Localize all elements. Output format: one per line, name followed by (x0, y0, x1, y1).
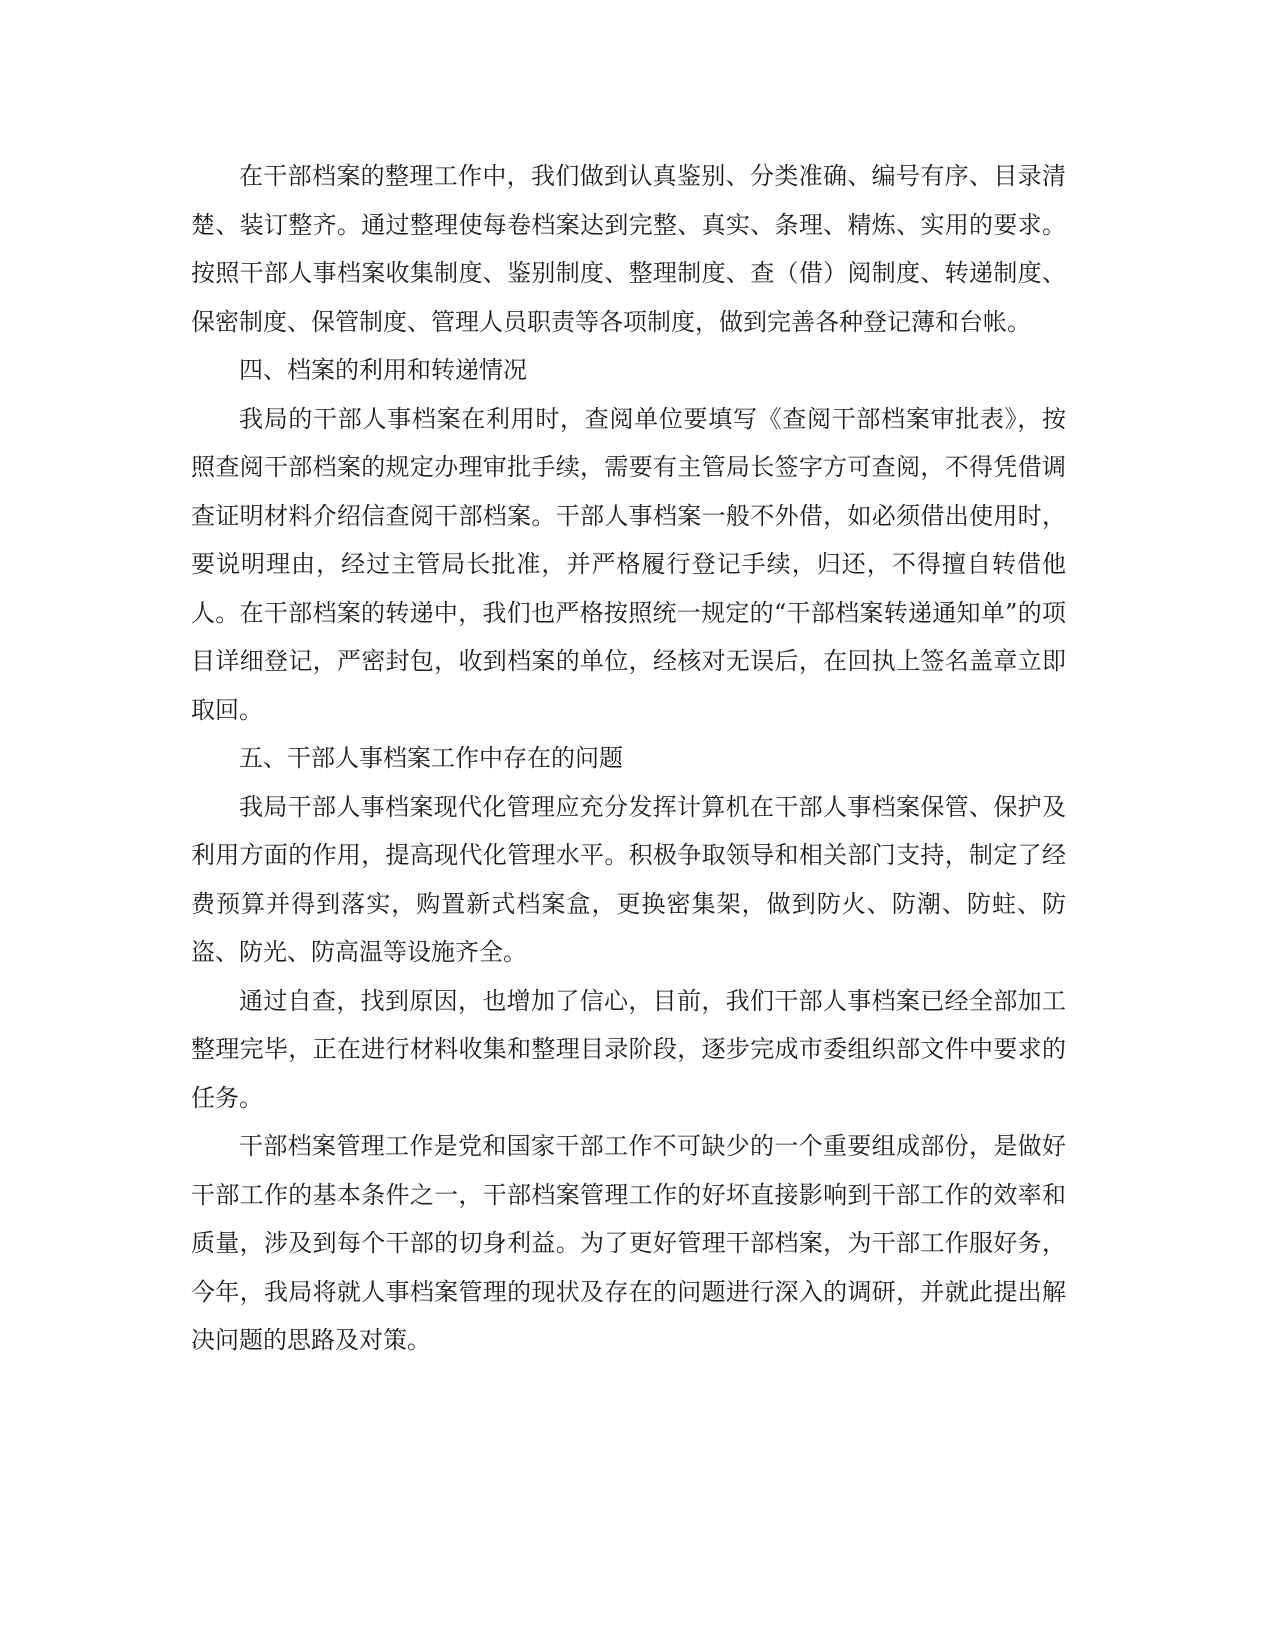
paragraph-self-inspection: 通过自查，找到原因，也增加了信心，目前，我们干部人事档案已经全部加工整理完毕，正在进行材料收集和整理目录阶段，逐步完成市委组织部文件中要求的任务。 (191, 986, 1066, 1112)
paragraph-archive-organization: 在干部档案的整理工作中，我们做到认真鉴别、分类准确、编号有序、目录清楚、装订整齐。通过整理使每卷档案达到完整、真实、条理、精炼、实用的要求。按照干部人事档案收集制度、鉴别制度、整理制度、查（借）阅制度、转递制度、保密制度、保管制度、管理人员职责等各项制度，做到完善各种登记薄和台帐。 (191, 162, 1066, 336)
paragraph-utilization-transfer: 我局的干部人事档案在利用时，查阅单位要填写《查阅干部档案审批表》，按照查阅干部档案的规定办理审批手续，需要有主管局长签字方可查阅，不得凭借调查证明材料介绍信查阅干部档案。干部人事档案一般不外借，如必须借出使用时，要说明理由，经过主管局长批准，并严格履行登记手续，归还，不得擅自转借他人。在干部档案的转递中，我们也严格按照统一规定的“干部档案转递通知单”的项目详细登记，严密封包，收到档案的单位，经核对无误后，在回执上签名盖章立即取回。 (191, 404, 1066, 724)
section-heading-existing-problems: 五、干部人事档案工作中存在的问题 (239, 744, 623, 772)
document-body (191, 152, 1066, 1365)
paragraph-modernization: 我局干部人事档案现代化管理应充分发挥计算机在干部人事档案保管、保护及利用方面的作用，提高现代化管理水平。积极争取领导和相关部门支持，制定了经费预算并得到落实，购置新式档案盒，更换密集架，做到防火、防潮、防蛀、防盗、防光、防高温等设施齐全。 (191, 792, 1066, 966)
paragraph-conclusion: 干部档案管理工作是党和国家干部工作不可缺少的一个重要组成部份，是做好干部工作的基本条件之一，干部档案管理工作的好坏直接影响到干部工作的效率和质量，涉及到每个干部的切身利益。为了更好管理干部档案，为干部工作服好务，今年，我局将就人事档案管理的现状及存在的问题进行深入的调研，并就此提出解决问题的思路及对策。 (191, 1132, 1066, 1354)
section-heading-utilization-transfer: 四、档案的利用和转递情况 (239, 356, 527, 384)
